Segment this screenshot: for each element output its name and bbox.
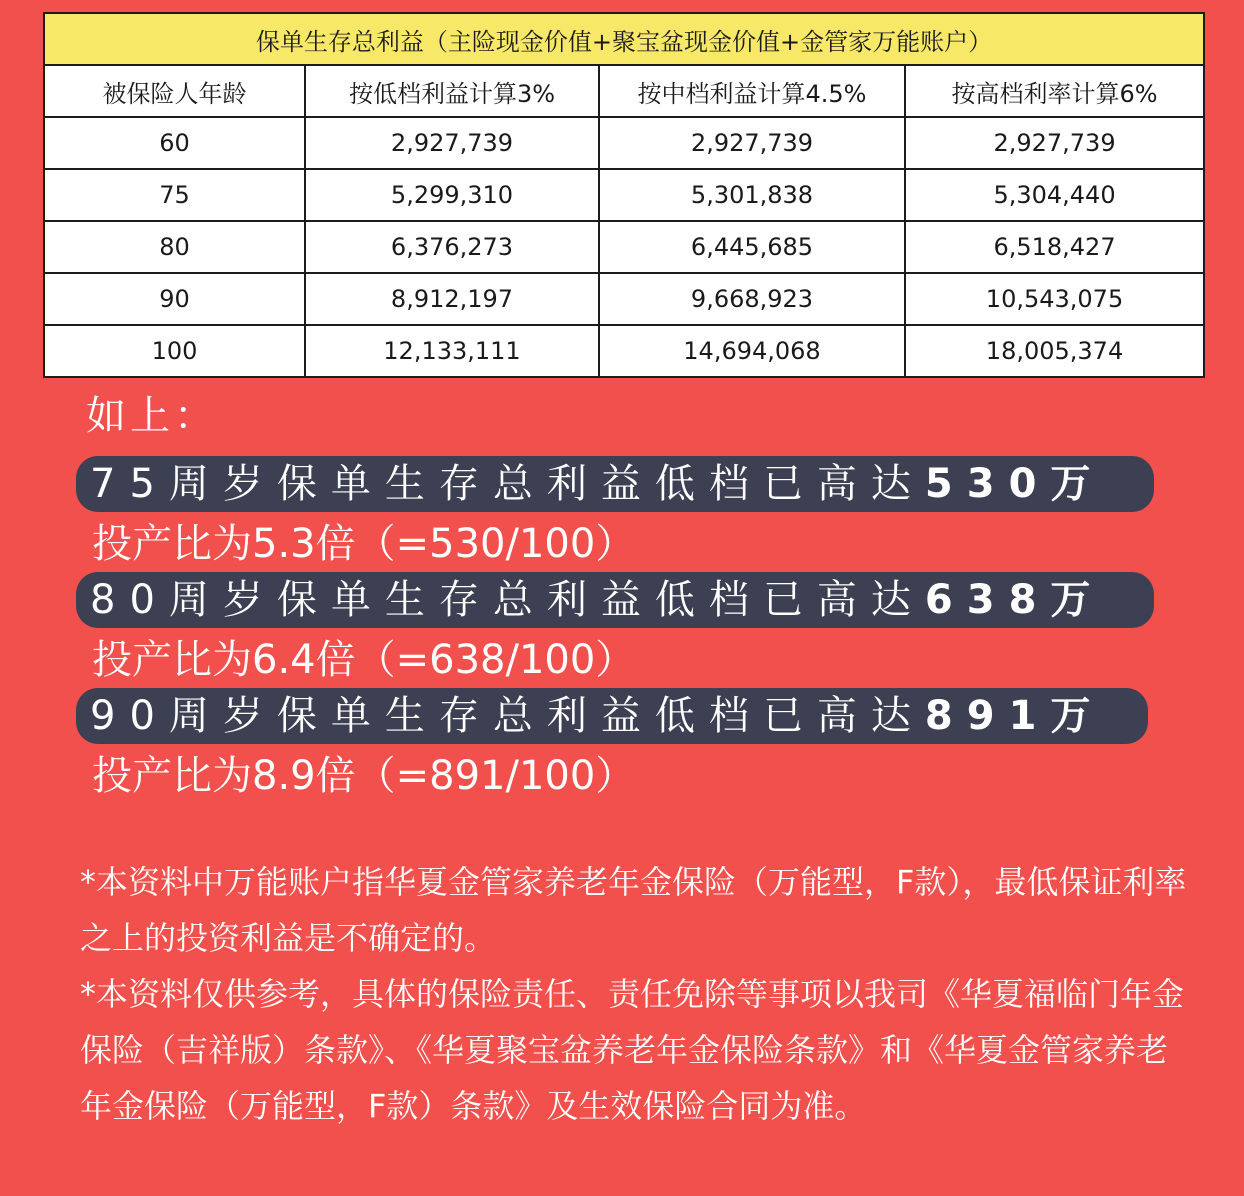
header-mid-rate: 按中档利益计算4.5% bbox=[599, 65, 905, 117]
cell-mid: 6,445,685 bbox=[599, 221, 905, 273]
table-header-row bbox=[44, 65, 1204, 117]
cell-age: 75 bbox=[44, 169, 305, 221]
cell-mid: 5,301,838 bbox=[599, 169, 905, 221]
benefit-table bbox=[43, 12, 1205, 378]
cell-low: 6,376,273 bbox=[305, 221, 599, 273]
cell-high: 10,543,075 bbox=[905, 273, 1204, 325]
cell-high: 6,518,427 bbox=[905, 221, 1204, 273]
highlight-pill-75 bbox=[76, 456, 1154, 512]
header-low-rate: 按低档利益计算3% bbox=[305, 65, 599, 117]
intro-heading: 如上： bbox=[86, 393, 218, 439]
ratio-text-75: 投产比为5.3倍（=530/100） bbox=[92, 521, 636, 567]
cell-age: 80 bbox=[44, 221, 305, 273]
cell-mid: 9,668,923 bbox=[599, 273, 905, 325]
cell-age: 60 bbox=[44, 117, 305, 169]
cell-low: 8,912,197 bbox=[305, 273, 599, 325]
table-row bbox=[44, 117, 1204, 169]
note-universal-account: *本资料中万能账户指华夏金管家养老年金保险（万能型，F款），最低保证利率之上的投资利益是不确定的。 bbox=[80, 863, 1187, 957]
header-high-rate: 按高档利率计算6% bbox=[905, 65, 1204, 117]
cell-high: 2,927,739 bbox=[905, 117, 1204, 169]
cell-high: 18,005,374 bbox=[905, 325, 1204, 377]
cell-mid: 2,927,739 bbox=[599, 117, 905, 169]
highlight-amount: 891万 bbox=[924, 693, 1105, 739]
table-row bbox=[44, 221, 1204, 273]
highlight-amount: 638万 bbox=[924, 577, 1105, 623]
ratio-text-90: 投产比为8.9倍（=891/100） bbox=[92, 753, 636, 799]
note-reference-only: *本资料仅供参考，具体的保险责任、责任免除等事项以我司《华夏福临门年金保险（吉祥版）条款》、《华夏聚宝盆养老年金保险条款》和《华夏金管家养老年金保险（万能型，F款）条款》及生效保险合同为准。 bbox=[80, 975, 1185, 1125]
highlight-text: 90周岁保单生存总利益低档已高达 bbox=[90, 693, 925, 739]
cell-low: 5,299,310 bbox=[305, 169, 599, 221]
cell-low: 2,927,739 bbox=[305, 117, 599, 169]
highlight-pill-90 bbox=[76, 688, 1148, 744]
cell-age: 100 bbox=[44, 325, 305, 377]
ratio-text-80: 投产比为6.4倍（=638/100） bbox=[92, 637, 636, 683]
table-row bbox=[44, 325, 1204, 377]
table-row bbox=[44, 273, 1204, 325]
disclaimer-notes bbox=[80, 854, 1190, 1134]
table-caption: 保单生存总利益（主险现金价值+聚宝盆现金价值+金管家万能账户） bbox=[44, 13, 1204, 65]
table-row bbox=[44, 169, 1204, 221]
header-age: 被保险人年龄 bbox=[44, 65, 305, 117]
cell-mid: 14,694,068 bbox=[599, 325, 905, 377]
highlight-pill-80 bbox=[76, 572, 1154, 628]
cell-high: 5,304,440 bbox=[905, 169, 1204, 221]
cell-low: 12,133,111 bbox=[305, 325, 599, 377]
highlight-amount: 530万 bbox=[924, 461, 1105, 507]
highlight-text: 75周岁保单生存总利益低档已高达 bbox=[90, 461, 925, 507]
highlight-text: 80周岁保单生存总利益低档已高达 bbox=[90, 577, 925, 623]
cell-age: 90 bbox=[44, 273, 305, 325]
